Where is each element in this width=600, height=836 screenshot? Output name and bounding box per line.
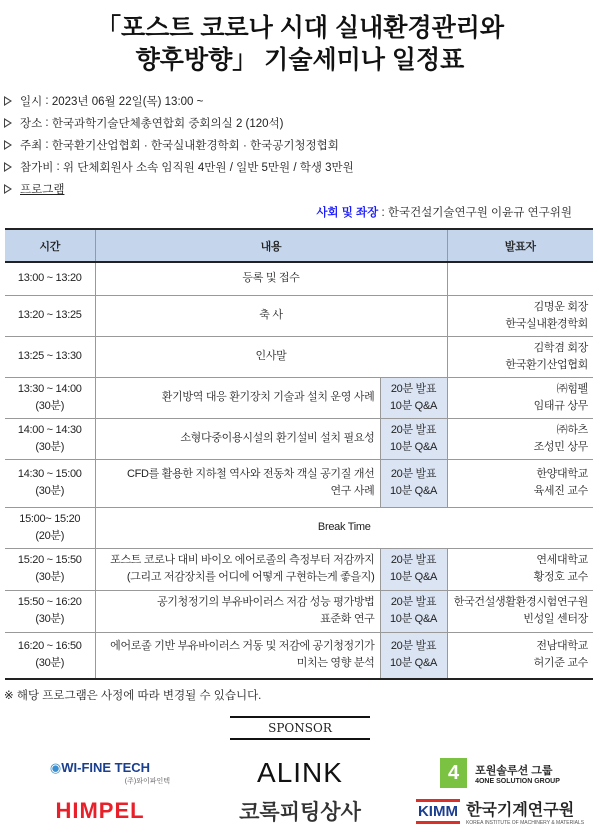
info-label: 장소 [20, 118, 43, 130]
sponsor-heading: SPONSOR [230, 716, 370, 740]
page-title [0, 0, 600, 76]
format-cell: 20분 발표 10분 Q&A [380, 548, 447, 590]
table-row [5, 632, 593, 679]
format-cell: 20분 발표 10분 Q&A [380, 590, 447, 632]
header-time: 시간 [5, 229, 95, 262]
info-value: 한국과학기술단체총연합회 중회의실 2 (120석) [51, 118, 284, 130]
content-cell: Break Time [95, 507, 593, 548]
table-row [5, 262, 593, 295]
presenter-cell: 김학겸 회장 한국환기산업협회 [447, 336, 593, 377]
format-cell: 20분 발표 10분 Q&A [380, 632, 447, 679]
table-row [5, 507, 593, 548]
header-content: 내용 [95, 229, 447, 262]
info-value: 한국환기산업협회 · 한국실내환경학회 · 한국공기청정협회 [51, 140, 339, 152]
title-line-2: 향후방향」 기술세미나 일정표 [135, 46, 465, 74]
info-line: 참가비 : 위 단체회원사 소속 임직원 4만원 / 일반 5만원 / 학생 3만원 [4, 156, 600, 178]
presenter-cell: 한양대학교 육세진 교수 [447, 459, 593, 507]
wifine-name: WI-FINE TECH [61, 760, 151, 775]
table-row [5, 377, 593, 418]
info-label: 참가비 [20, 162, 54, 174]
content-cell: 환기방역 대응 환기장치 기술과 설치 운영 사례 [95, 377, 380, 418]
info-label: 주최 [20, 140, 43, 152]
triangle-bullet-icon [4, 140, 12, 150]
time-cell: 13:00 ~ 13:20 [5, 262, 95, 295]
content-cell: CFD를 활용한 지하철 역사와 전동차 객실 공기질 개선 연구 사례 [95, 459, 380, 507]
table-row [5, 295, 593, 336]
content-cell: 축 사 [95, 295, 447, 336]
content-cell: 포스트 코로나 대비 바이오 에어로졸의 측정부터 저감까지 (그리고 저감장치를 어디에 어떻게 구현하는게 좋을지) [95, 548, 380, 590]
format-cell: 20분 발표 10분 Q&A [380, 377, 447, 418]
forone-subtitle: 4ONE SOLUTION GROUP [475, 777, 560, 785]
info-value: 2023년 06월 22일(목) 13:00 ~ [51, 96, 204, 108]
info-label: 일시 [20, 96, 43, 108]
forone-icon: 4 [440, 758, 467, 788]
wifine-logo [0, 754, 200, 792]
info-line: 장소 : 한국과학기술단체총연합회 중회의실 2 (120석) [4, 112, 600, 134]
korok-logo: 코록피팅상사 [239, 801, 361, 824]
presenter-cell [447, 262, 593, 295]
presenter-cell: ㈜힘펠 임태규 상무 [447, 377, 593, 418]
table-row [5, 336, 593, 377]
kimm-name: 한국기계연구원 [465, 801, 575, 819]
presenter-cell: 김명운 회장 한국실내환경학회 [447, 295, 593, 336]
content-cell: 인사말 [95, 336, 447, 377]
info-line: 주최 : 한국환기산업협회 · 한국실내환경학회 · 한국공기청정협회 [4, 134, 600, 156]
time-cell: 14:00 ~ 14:30 (30분) [5, 418, 95, 459]
header-presenter: 발표자 [447, 229, 593, 262]
forone-logo [400, 754, 600, 792]
format-cell: 20분 발표 10분 Q&A [380, 418, 447, 459]
wifine-icon: ◉ [49, 760, 62, 775]
content-cell: 등록 및 접수 [95, 262, 447, 295]
info-line [4, 178, 600, 200]
presenter-cell: 연세대학교 황정호 교수 [447, 548, 593, 590]
wifine-subtitle: (주)와이파인텍 [124, 778, 170, 785]
alink-logo: ALINK [257, 757, 343, 788]
time-cell: 13:30 ~ 14:00 (30분) [5, 377, 95, 418]
himpel-logo: HIMPEL [55, 798, 145, 823]
content-cell: 에어로졸 기반 부유바이러스 거동 및 저감에 공기청정기가 미치는 영향 분석 [95, 632, 380, 679]
info-value: 위 단체회원사 소속 임직원 4만원 / 일반 5만원 / 학생 3만원 [62, 162, 354, 174]
schedule-table [5, 228, 593, 680]
event-info [4, 90, 600, 200]
forone-name: 포원솔루션 그룹 [475, 764, 553, 777]
kimm-mark: KIMM [416, 799, 460, 824]
table-row [5, 548, 593, 590]
time-cell: 15:50 ~ 16:20 (30분) [5, 590, 95, 632]
time-cell: 13:20 ~ 13:25 [5, 295, 95, 336]
triangle-bullet-icon [4, 96, 12, 106]
notice: ※ 해당 프로그램은 사정에 따라 변경될 수 있습니다. [4, 690, 262, 702]
triangle-bullet-icon [4, 162, 12, 172]
title-line-1: 「포스트 코로나 시대 실내환경관리와 [95, 14, 505, 42]
presenter-cell: 전남대학교 허기준 교수 [447, 632, 593, 679]
program-label: 프로그램 [20, 184, 65, 196]
table-row [5, 418, 593, 459]
table-row [5, 459, 593, 507]
time-cell: 14:30 ~ 15:00 (30분) [5, 459, 95, 507]
presenter-cell: ㈜하츠 조성민 상무 [447, 418, 593, 459]
time-cell: 15:00~ 15:20 (20분) [5, 507, 95, 548]
format-cell: 20분 발표 10분 Q&A [380, 459, 447, 507]
kimm-logo [400, 792, 600, 830]
table-row [5, 590, 593, 632]
chair-line: 사회 및 좌장 : 한국건설기술연구원 이윤규 연구위원 [316, 207, 572, 219]
chair-value: 한국건설기술연구원 이윤규 연구위원 [387, 207, 572, 219]
kimm-subtitle: KOREA INSTITUTE OF MACHINERY & MATERIALS [465, 819, 585, 826]
chair-label: 사회 및 좌장 [316, 207, 379, 219]
time-cell: 15:20 ~ 15:50 (30분) [5, 548, 95, 590]
content-cell: 소형다중이용시설의 환기설비 설치 필요성 [95, 418, 380, 459]
sponsor-logos [0, 754, 600, 836]
time-cell: 16:20 ~ 16:50 (30분) [5, 632, 95, 679]
presenter-cell: 한국건설생활환경시험연구원 빈성일 센터장 [447, 590, 593, 632]
content-cell: 공기청정기의 부유바이러스 저감 성능 평가방법 표준화 연구 [95, 590, 380, 632]
info-line: 일시 : 2023년 06월 22일(목) 13:00 ~ [4, 90, 600, 112]
triangle-bullet-icon [4, 118, 12, 128]
triangle-bullet-icon [4, 184, 12, 194]
time-cell: 13:25 ~ 13:30 [5, 336, 95, 377]
